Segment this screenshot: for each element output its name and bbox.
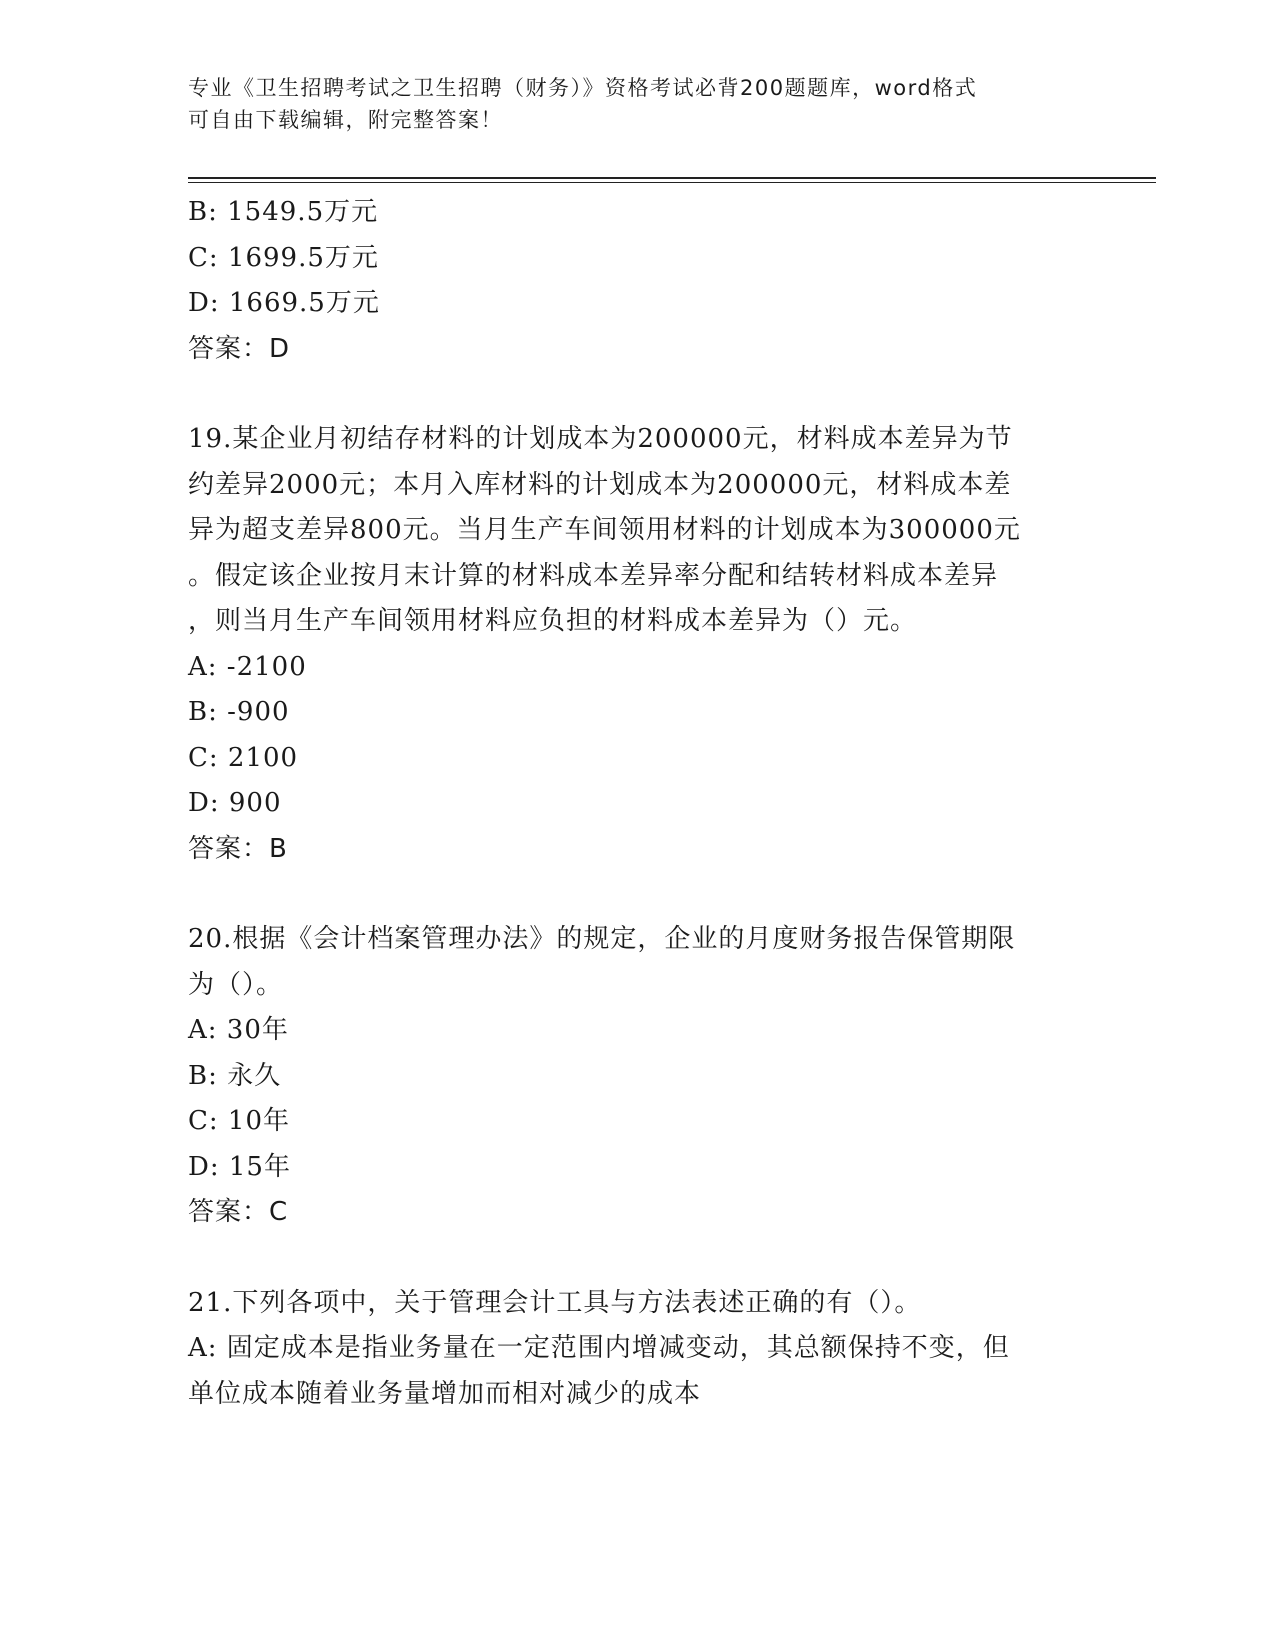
q19-stem-line-2: 约差异2000元；本月入库材料的计划成本为200000元，材料成本差 <box>188 469 1012 500</box>
q20-option-a: A: 30年 <box>188 1015 289 1045</box>
q19-stem-line-4: 。假定该企业按月末计算的材料成本差异率分配和结转材料成本差异 <box>188 560 999 591</box>
q20-option-b: B: 永久 <box>188 1060 282 1091</box>
q19-option-c: C: 2100 <box>188 742 299 773</box>
q18-option-c: C: 1699.5万元 <box>188 242 379 273</box>
q21-option-a-line-1: A: 固定成本是指业务量在一定范围内增减变动，其总额保持不变，但 <box>188 1333 1010 1363</box>
header-line-2: 可自由下载编辑，附完整答案！ <box>188 108 503 132</box>
question-content <box>188 190 1088 1417</box>
spacer <box>188 372 1088 417</box>
q19-option-b: B: -900 <box>188 697 290 727</box>
document-header <box>188 72 1068 136</box>
q19-stem-line-5: ，则当月生产车间领用材料应负担的材料成本差异为（）元。 <box>188 606 918 636</box>
header-divider-thin <box>188 182 1156 183</box>
q18-option-b: B: 1549.5万元 <box>188 197 379 227</box>
q21-stem-line-1: 21.下列各项中，关于管理会计工具与方法表述正确的有（）。 <box>188 1287 922 1318</box>
header-line-1: 专业《卫生招聘考试之卫生招聘（财务）》资格考试必背200题题库，word格式 <box>188 76 978 100</box>
q20-answer: 答案：C <box>188 1197 289 1227</box>
q21-option-a-line-2: 单位成本随着业务量增加而相对减少的成本 <box>188 1378 702 1409</box>
q19-answer: 答案：B <box>188 833 288 864</box>
q20-option-d: D: 15年 <box>188 1151 291 1182</box>
q20-option-c: C: 10年 <box>188 1106 291 1136</box>
q20-stem-line-1: 20.根据《会计档案管理办法》的规定，企业的月度财务报告保管期限 <box>188 924 1016 954</box>
spacer <box>188 872 1088 917</box>
q18-answer: 答案：D <box>188 333 291 364</box>
spacer <box>188 1236 1088 1281</box>
q20-stem-line-2: 为（）。 <box>188 969 284 1000</box>
q19-option-a: A: -2100 <box>188 651 307 682</box>
q19-stem-line-1: 19.某企业月初结存材料的计划成本为200000元，材料成本差异为节 <box>188 424 1013 454</box>
q19-stem-line-3: 异为超支差异800元。当月生产车间领用材料的计划成本为300000元 <box>188 515 1021 545</box>
q18-option-d: D: 1669.5万元 <box>188 288 380 318</box>
header-divider-thick <box>188 177 1156 179</box>
q19-option-d: D: 900 <box>188 788 282 818</box>
